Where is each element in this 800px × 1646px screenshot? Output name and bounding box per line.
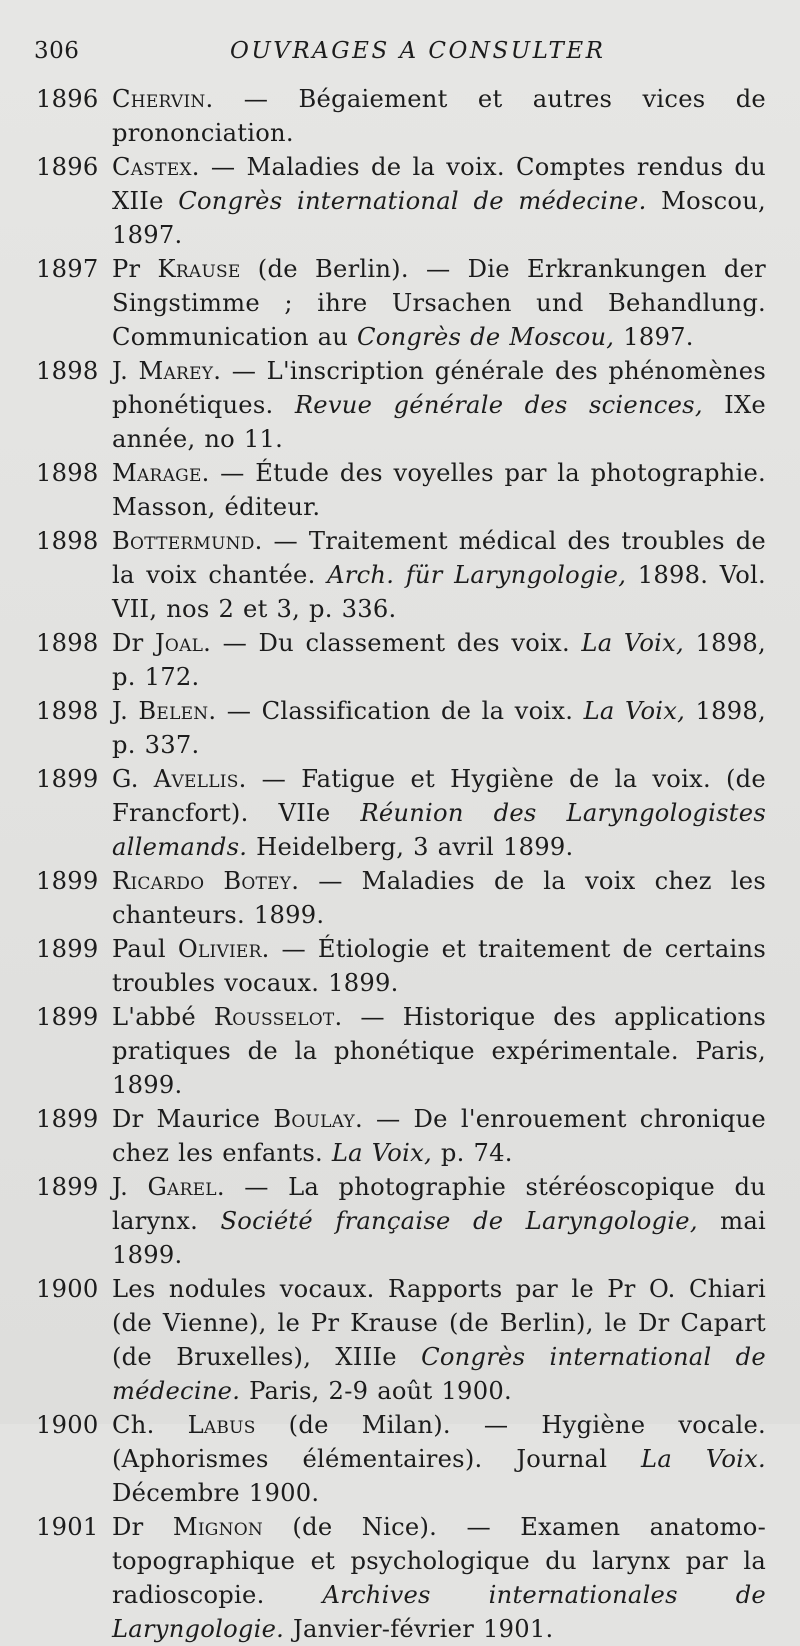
entry-author: Ricardo Botey. [112,867,300,895]
bibliography-entry [36,82,766,150]
entry-text: — Fatigue et Hygiène de la voix. (de Francfort). VIIe [112,765,766,827]
entry-text-after: Janvier-février 1901. [284,1615,554,1643]
entry-prefix: J. [112,697,139,725]
entry-prefix: L'abbé [112,1003,214,1031]
entry-year: 1901 [36,1513,99,1541]
entry-text: — De l'enrouement chronique chez les enfants. [112,1105,766,1167]
entry-text: — Étiologie et traitement de certains troubles vocaux. 1899. [112,935,766,997]
bibliography-entry [36,150,766,252]
entry-year: 1900 [36,1411,99,1439]
bibliography-entry [36,762,766,864]
entry-text: — Étude des voyelles par la photographie. Masson, éditeur. [112,459,766,521]
entry-author: Mignon [172,1513,264,1541]
entry-text-after: Paris, 2-9 août 1900. [240,1377,512,1405]
entry-text-after: IXe année, no 11. [112,391,766,453]
entry-text: — Historique des applications pratiques de la phonétique expérimentale. Paris, 1899. [112,1003,767,1099]
entry-year: 1899 [36,1173,99,1201]
bibliography-entry [36,932,766,1000]
entry-prefix: Pr [112,255,158,283]
entry-author: Avellis. [153,765,247,793]
entry-author: Marage. [112,459,210,487]
entry-prefix: Dr [112,629,155,657]
entry-prefix: Paul [112,935,178,963]
bibliography-entry [36,354,766,456]
entry-author: Garel. [147,1173,225,1201]
bibliography-entry [36,1272,766,1408]
entry-author: Boulay. [273,1105,363,1133]
entry-year: 1899 [36,1003,99,1031]
entry-text-after: Heidelberg, 3 avril 1899. [247,833,574,861]
entry-text-after: 1898, p. 172. [112,629,766,691]
entry-title-italic: Congrès international de médecine. [112,1343,766,1405]
bibliography-entry [36,626,766,694]
entry-text-after: Décembre 1900. [112,1479,320,1507]
entry-text: — Bégaiement et autres vices de prononciation. [112,85,766,147]
entry-author: Castex. [112,153,200,181]
entry-text: — La photographie stéréoscopique du larynx. [112,1173,766,1235]
entry-year: 1899 [36,935,99,963]
entry-author: Krause [157,255,241,283]
entry-year: 1899 [36,765,99,793]
bibliography-entry [36,1408,766,1510]
entry-text: — Classification de la voix. [216,697,584,725]
entry-text: Les nodules vocaux. Rapports par le Pr O. Chiari (de Vienne), le Pr Krause (de Berlin), le Dr Capart (de Bruxelles), XIIIe [112,1275,766,1371]
entry-year: 1896 [36,85,99,113]
entry-text-after: 1898. Vol. VII, nos 2 et 3, p. 336. [112,561,767,623]
entry-title-italic: Société française de Laryngologie, [220,1207,698,1235]
bibliography-entry [36,456,766,524]
entry-prefix: Ch. [112,1411,188,1439]
entry-author: Rousselot. [213,1003,343,1031]
entry-title-italic: Réunion des Laryngologistes allemands. [112,799,766,861]
entry-text: — Traitement médical des troubles de la voix chantée. [112,527,766,589]
bibliography-entry [36,1102,766,1170]
entry-prefix: J. [112,1173,148,1201]
entry-text-after: 1897. [614,323,694,351]
entry-year: 1896 [36,153,99,181]
entry-year: 1898 [36,459,99,487]
entry-title-italic: La Voix, [583,697,686,725]
entry-title-italic: La Voix, [331,1139,432,1167]
entry-title-italic: Revue générale des sciences, [294,391,703,419]
bibliography-entry [36,252,766,354]
entry-text-after: mai 1899. [112,1207,767,1269]
entry-author: Bottermund. [112,527,263,555]
entry-text: — Maladies de la voix chez les chanteurs. 1899. [112,867,766,929]
entry-prefix: Dr Maurice [112,1105,274,1133]
entry-author: Marey. [138,357,222,385]
entry-text: — Maladies de la voix. Comptes rendus du XIIe [112,153,766,215]
entry-title-italic: La Voix. [641,1445,766,1473]
bibliography-entry [36,864,766,932]
entry-text-after: 1898, p. 337. [112,697,766,759]
bibliography-entry [36,1510,766,1646]
entry-year: 1898 [36,629,99,657]
entry-text-after: p. 74. [431,1139,513,1167]
entry-title-italic: La Voix, [581,629,684,657]
entry-prefix: G. [112,765,154,793]
entry-author: Chervin. [112,85,214,113]
entry-year: 1900 [36,1275,99,1303]
bibliography-entry [36,694,766,762]
bibliography-entry [36,1170,766,1272]
bibliography-list [36,82,766,1646]
entry-text: (de Nice). — Examen anatomo-topographique et psychologique du larynx par la radioscopie. [112,1513,766,1609]
entry-prefix: Dr [112,1513,173,1541]
entry-author: Olivier. [177,935,270,963]
entry-author: Joal. [154,629,212,657]
entry-author: Belen. [138,697,217,725]
entry-title-italic: Arch. für Laryngologie, [327,561,627,589]
entry-year: 1897 [36,255,99,283]
entry-text: (de Berlin). — Die Erkrankungen der Singstimme ; ihre Ursachen und Behandlung. Communication au [112,255,766,351]
entry-text-after: Moscou, 1897. [112,187,766,249]
entry-year: 1899 [36,867,99,895]
entry-text: — Du classement des voix. [211,629,582,657]
entry-title-italic: Archives internationales de Laryngologie. [112,1581,766,1643]
bibliography-entry [36,1000,766,1102]
entry-text: — L'inscription générale des phénomènes phonétiques. [112,357,766,419]
entry-title-italic: Congrès de Moscou, [357,323,615,351]
entry-year: 1898 [36,527,99,555]
page-number: 306 [34,38,80,64]
running-title: OUVRAGES A CONSULTER [230,38,606,64]
entry-year: 1898 [36,357,99,385]
entry-year: 1899 [36,1105,99,1133]
entry-author: Labus [187,1411,256,1439]
entry-title-italic: Congrès international de médecine. [178,187,647,215]
entry-year: 1898 [36,697,99,725]
entry-text: (de Milan). — Hygiène vocale. (Aphorismes élémentaires). Journal [112,1411,767,1473]
entry-prefix: J. [112,357,139,385]
bibliography-entry [36,524,766,626]
